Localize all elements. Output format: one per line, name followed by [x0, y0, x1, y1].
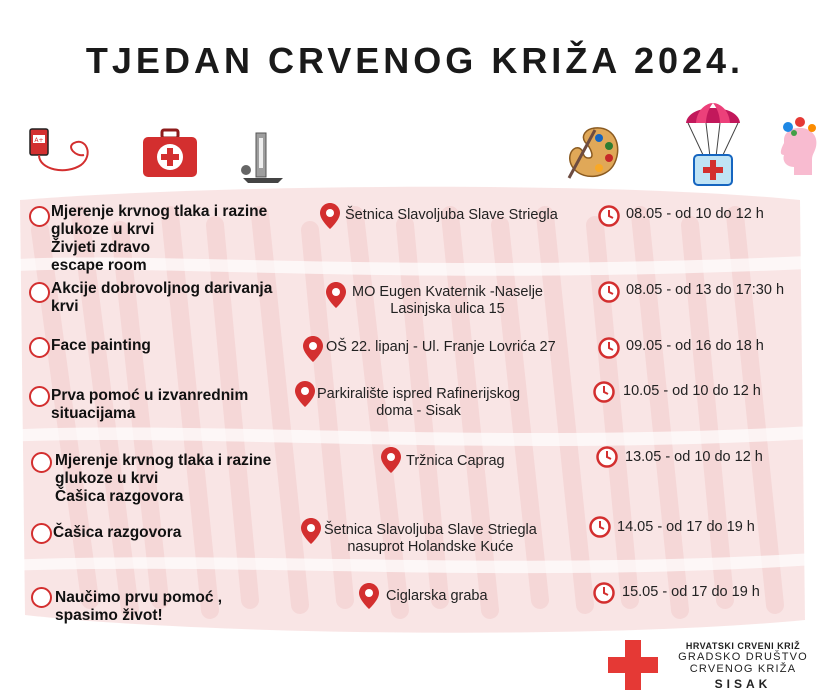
time-text: 15.05 - od 17 do 19 h [622, 584, 760, 600]
parachute-aid-icon [682, 97, 744, 189]
activity-name: Akcije dobrovoljnog darivanja krvi [51, 280, 273, 315]
clock-icon [589, 516, 611, 538]
location-pin-icon [358, 582, 380, 610]
location-pin-icon [300, 517, 322, 545]
clock-icon [596, 446, 618, 468]
location-pin-icon [325, 281, 347, 309]
time-text: 14.05 - od 17 do 19 h [617, 519, 755, 535]
logo-line-4: SISAK [714, 677, 772, 691]
location-text: Tržnica Caprag [406, 453, 505, 469]
time-text: 10.05 - od 10 do 12 h [623, 383, 761, 399]
time-text: 13.05 - od 10 do 12 h [625, 449, 763, 465]
blood-pressure-monitor-icon [238, 130, 288, 185]
location-text: Šetnica Slavoljuba Slave Striegla nasuprot Holandske Kuće [324, 522, 537, 555]
head-flowers-icon [772, 115, 822, 185]
clock-icon [593, 582, 615, 604]
activity-name: Mjerenje krvnog tlaka i razine glukoze u krvi Čašica razgovora [55, 452, 272, 505]
location-text: OŠ 22. lipanj - Ul. Franje Lovrića 27 [326, 339, 556, 355]
location-text: MO Eugen Kvaternik -Naselje Lasinjska ulica 15 [352, 284, 543, 317]
clock-icon [598, 337, 620, 359]
bullet-circle [31, 523, 52, 544]
location-text: Ciglarska graba [386, 588, 488, 604]
location-text: Parkiralište ispred Rafinerijskog doma - Sisak [317, 386, 521, 419]
first-aid-kit-icon [140, 128, 200, 180]
svg-text:A+: A+ [34, 137, 44, 144]
bullet-circle [29, 282, 50, 303]
red-cross-logo-icon [608, 640, 658, 690]
bullet-circle [31, 587, 52, 608]
time-text: 09.05 - od 16 do 18 h [626, 338, 764, 354]
clock-icon [593, 381, 615, 403]
activity-name: Prva pomoć u izvanrednim situacijama [51, 387, 249, 422]
activity-name: Face painting [51, 337, 151, 354]
organization-logo-text [668, 641, 818, 691]
activity-name: Naučimo prvu pomoć , spasimo život! [55, 589, 223, 624]
bullet-circle [29, 386, 50, 407]
time-text: 08.05 - od 10 do 12 h [626, 206, 764, 222]
activity-name: Čašica razgovora [53, 524, 182, 541]
location-pin-icon [302, 335, 324, 363]
paint-palette-icon [565, 120, 625, 182]
logo-line-3: CRVENOG KRIŽA [689, 663, 797, 675]
location-pin-icon [380, 446, 402, 474]
clock-icon [598, 281, 620, 303]
page-title: TJEDAN CRVENOG KRIŽA 2024. [85, 40, 745, 81]
clock-icon [598, 205, 620, 227]
logo-line-1: HRVATSKI CRVENI KRIŽ [685, 641, 801, 651]
bullet-circle [29, 337, 50, 358]
time-text: 08.05 - od 13 do 17:30 h [626, 282, 785, 298]
blood-bag-icon [26, 125, 96, 185]
logo-line-2: GRADSKO DRUŠTVO [678, 651, 808, 663]
location-pin-icon [294, 380, 316, 408]
activity-name: Mjerenje krvnog tlaka i razine glukoze u krvi Živjeti zdravo escape room [51, 203, 268, 274]
location-text: Šetnica Slavoljuba Slave Striegla [345, 207, 558, 223]
bullet-circle [31, 452, 52, 473]
bullet-circle [29, 206, 50, 227]
location-pin-icon [319, 202, 341, 230]
